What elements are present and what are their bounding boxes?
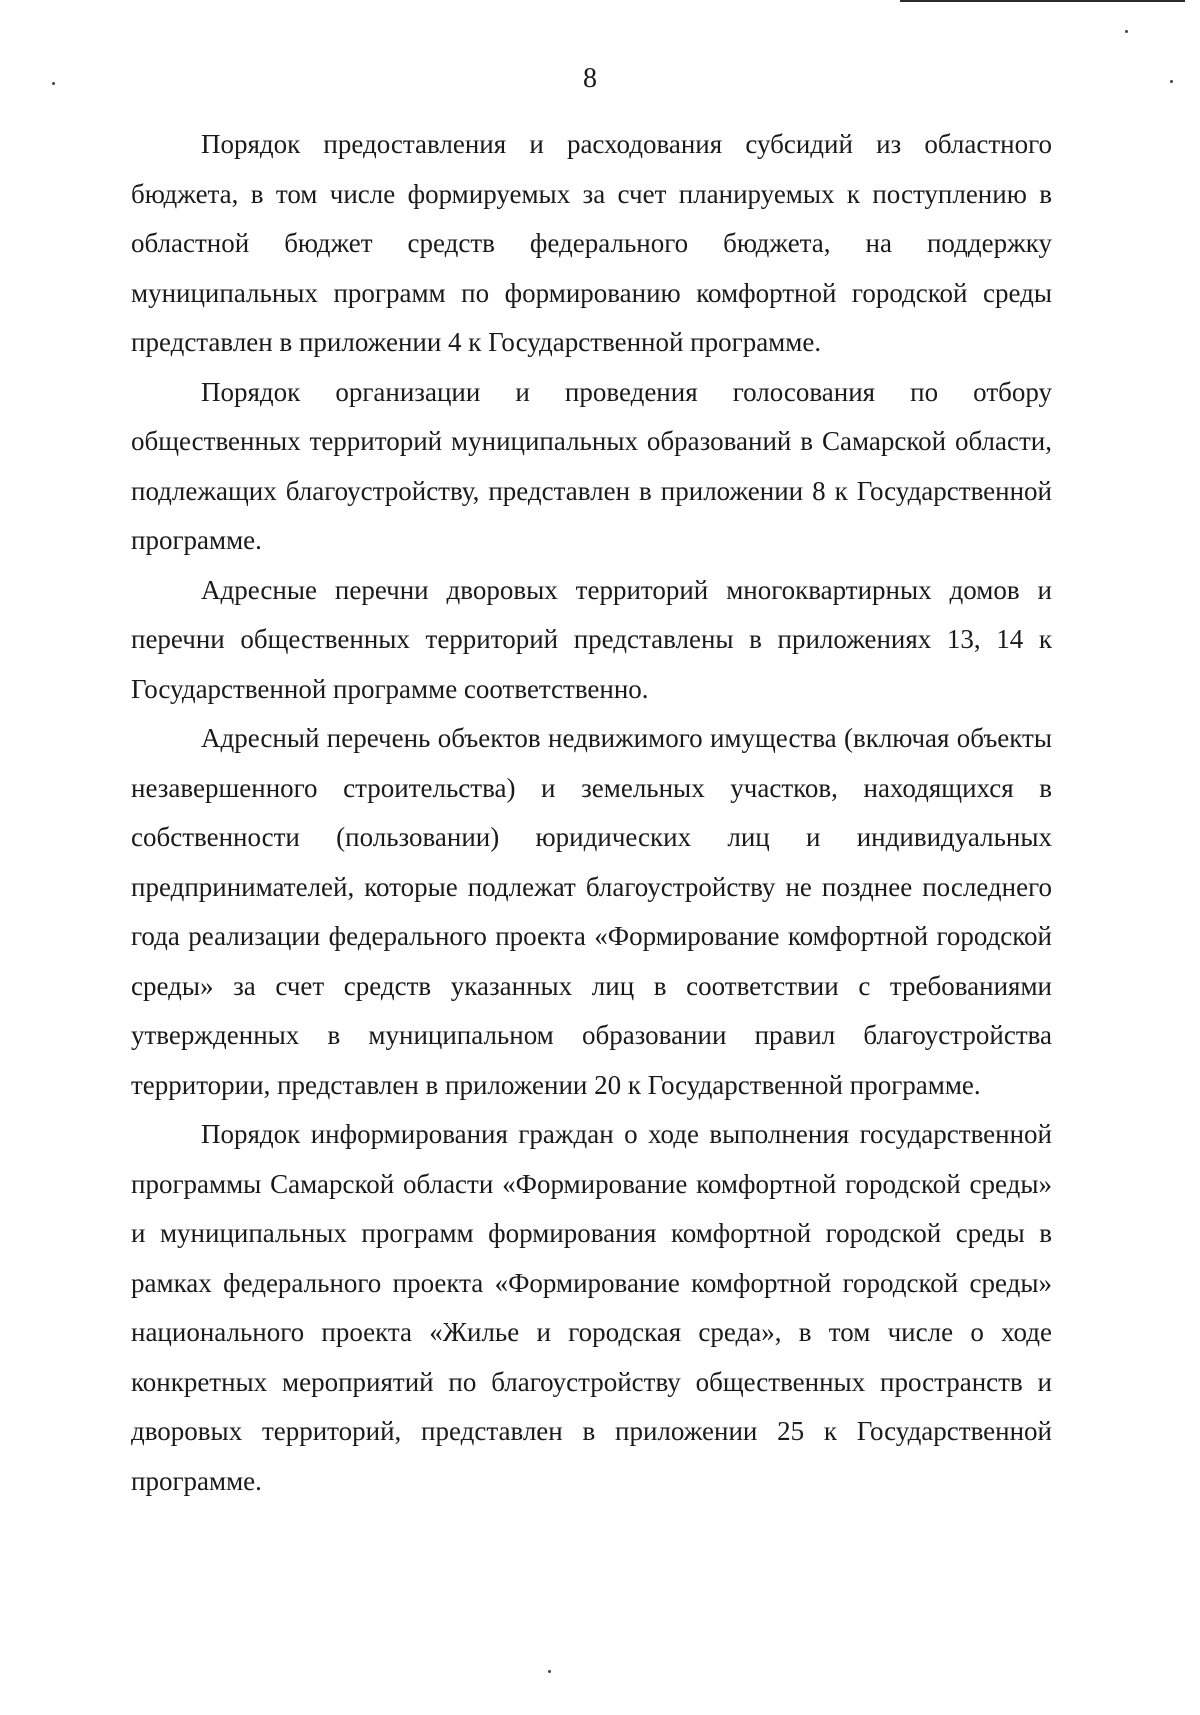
paragraph-address-lists: Адресные перечни дворовых территорий многоквартирных домов и перечни общественных территорий представлены в приложениях 13, 14 к Государственной программе соответственно.: [131, 574, 1052, 704]
scan-speck: [1125, 30, 1128, 33]
scan-speck: [548, 1670, 551, 1673]
page-number: 8: [583, 63, 597, 94]
paragraph-subsidies-procedure: Порядок предоставления и расходования субсидий из областного бюджета, в том числе формируемых за счет планируемых к поступлению в областной бюджет средств федерального бюджета, на поддержку муниципальных программ по формированию комфортной городской среды представлен в приложении 4 к Государственной программе.: [131, 129, 1052, 357]
paragraph-voting-procedure: Порядок организации и проведения голосования по отбору общественных территорий муниципальных образований в Самарской области, подлежащих благоустройству, представлен в приложении 8 к Государственной программе.: [131, 376, 1052, 555]
document-body: [131, 120, 1052, 1506]
paragraph-real-estate-list: Адресный перечень объектов недвижимого имущества (включая объекты незавершенного строительства) и земельных участков, находящихся в собственности (пользовании) юридических лиц и индивидуальных предпринимателей, которые подлежат благоустройству не позднее последнего года реализации федерального проекта «Формирование комфортной городской среды» за счет средств указанных лиц в соответствии с требованиями утвержденных в муниципальном образовании правил благоустройства территории, представлен в приложении 20 к Государственной программе.: [131, 723, 1052, 1100]
top-border-line: [900, 0, 1185, 2]
paragraph-information-procedure: Порядок информирования граждан о ходе выполнения государственной программы Самарской области «Формирование комфортной городской среды» и муниципальных программ формирования комфортной городской среды в рамках федерального проекта «Формирование комфортной городской среды» национального проекта «Жилье и городская среда», в том числе о ходе конкретных мероприятий по благоустройству общественных пространств и дворовых территорий, представлен в приложении 25 к Государственной программе.: [131, 1119, 1052, 1496]
